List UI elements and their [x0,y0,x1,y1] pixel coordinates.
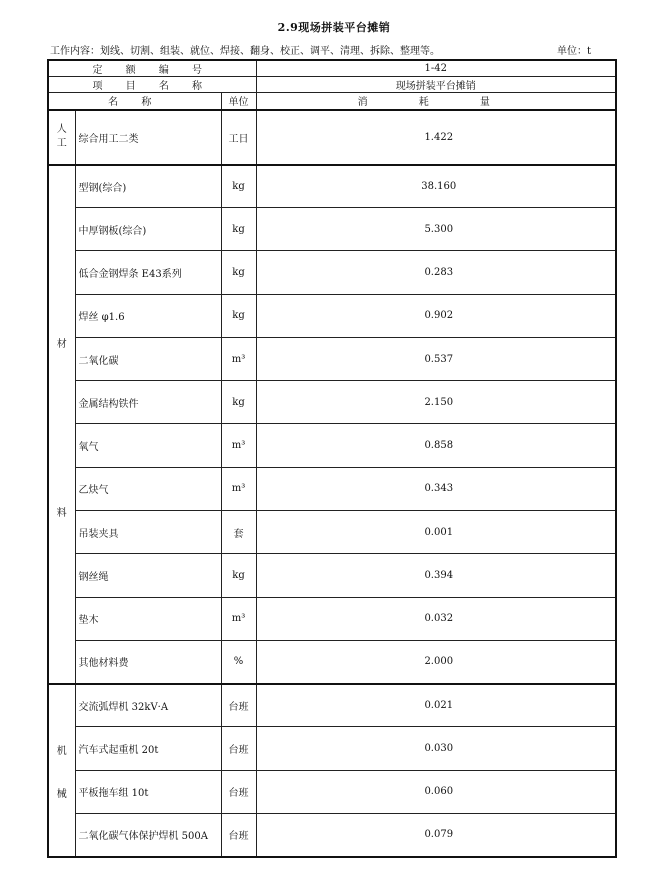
labor-row [48,110,616,165]
col-unit-header: 单位 [221,93,256,110]
machinery-row [48,684,616,727]
machinery-row [48,770,616,813]
materials-item-value: 0.537 [256,337,616,380]
materials-item-value: 38.160 [256,165,616,208]
materials-item-unit: kg [221,165,256,208]
materials-item-value: 0.902 [256,294,616,337]
materials-row [48,381,616,424]
page-title: 2.9现场拼装平台摊销 [277,21,391,34]
machinery-item-unit: 台班 [221,727,256,770]
materials-item-name: 乙炔气 [75,467,221,510]
unit-label: 单位：t [557,46,592,57]
materials-row [48,597,616,640]
machinery-item-unit: 台班 [221,770,256,813]
materials-row [48,337,616,380]
materials-item-name: 其他材料费 [75,640,221,683]
machinery-item-unit: 台班 [221,813,256,856]
quota-table [47,59,617,858]
materials-item-name: 金属结构铁件 [75,381,221,424]
item-name-row [48,77,616,93]
materials-item-name: 低合金钢焊条 E43系列 [75,251,221,294]
col-consumption-header: 消 耗 量 [256,93,616,110]
labor-item-name: 综合用工二类 [75,110,221,165]
materials-item-unit: 套 [221,511,256,554]
materials-item-unit: m³ [221,424,256,467]
materials-item-value: 0.858 [256,424,616,467]
materials-item-value: 0.283 [256,251,616,294]
materials-item-unit: kg [221,208,256,251]
materials-item-name: 焊丝 φ1.6 [75,294,221,337]
materials-row [48,554,616,597]
labor-category-label: 人工 [56,124,67,149]
machinery-category-top: 机 [56,745,67,757]
materials-item-value: 2.000 [256,640,616,683]
machinery-item-name: 汽车式起重机 20t [75,727,221,770]
materials-item-name: 吊装夹具 [75,511,221,554]
machinery-item-value: 0.021 [256,684,616,727]
materials-item-value: 0.001 [256,511,616,554]
machinery-item-value: 0.060 [256,770,616,813]
column-header-row [48,93,616,110]
materials-row [48,294,616,337]
materials-row [48,640,616,683]
materials-row [48,424,616,467]
machinery-item-name: 平板拖车组 10t [75,770,221,813]
materials-item-name: 二氧化碳 [75,337,221,380]
quota-no-label: 定 额 编 号 [48,60,256,77]
materials-category [48,165,75,684]
item-name-value: 现场拼装平台摊销 [256,77,616,93]
materials-item-name: 钢丝绳 [75,554,221,597]
materials-category-top: 材 [56,338,67,350]
materials-item-unit: m³ [221,597,256,640]
labor-item-value: 1.422 [256,110,616,165]
quota-no-value: 1-42 [256,60,616,77]
materials-item-value: 5.300 [256,208,616,251]
item-name-label: 项 目 名 称 [48,77,256,93]
materials-category-bottom: 料 [56,507,67,519]
materials-item-unit: % [221,640,256,683]
quota-no-row [48,60,616,77]
materials-item-unit: m³ [221,337,256,380]
materials-row [48,208,616,251]
materials-item-name: 氧气 [75,424,221,467]
materials-item-name: 中厚钢板(综合) [75,208,221,251]
materials-item-name: 垫木 [75,597,221,640]
materials-row [48,467,616,510]
materials-item-value: 0.394 [256,554,616,597]
work-content: 工作内容：划线、切割、组装、就位、焊接、翻身、校正、调平、清理、拆除、整理等。 [50,46,440,57]
materials-item-unit: kg [221,251,256,294]
materials-row [48,511,616,554]
labor-item-unit: 工日 [221,110,256,165]
machinery-row [48,727,616,770]
machinery-category-bottom: 械 [56,788,67,800]
machinery-item-value: 0.030 [256,727,616,770]
machinery-item-name: 二氧化碳气体保护焊机 500A [75,813,221,856]
machinery-item-name: 交流弧焊机 32kV·A [75,684,221,727]
materials-item-value: 0.032 [256,597,616,640]
materials-item-unit: kg [221,294,256,337]
machinery-category [48,684,75,857]
materials-item-name: 型钢(综合) [75,165,221,208]
materials-item-value: 0.343 [256,467,616,510]
machinery-item-value: 0.079 [256,813,616,856]
machinery-row [48,813,616,856]
materials-item-unit: kg [221,554,256,597]
labor-category [48,110,75,165]
materials-item-unit: kg [221,381,256,424]
materials-item-value: 2.150 [256,381,616,424]
materials-item-unit: m³ [221,467,256,510]
col-name-header: 名 称 [48,93,221,110]
machinery-item-unit: 台班 [221,684,256,727]
materials-row [48,251,616,294]
materials-row [48,165,616,208]
